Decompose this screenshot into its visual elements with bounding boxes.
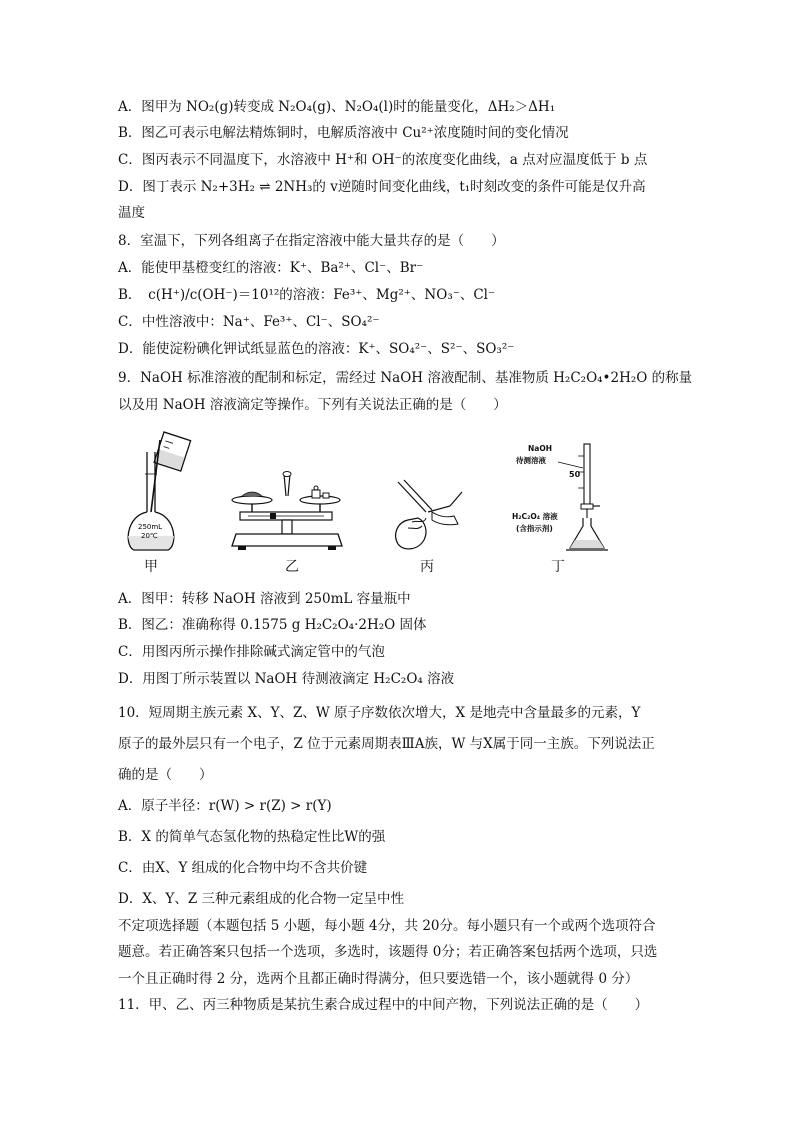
- figure-yi-balance: [228, 470, 348, 552]
- section-instructions-line3: 一个且正确时得 2 分，选两个且都正确时得满分，但只要选错一个，该小题就得 0 分）: [118, 971, 639, 987]
- q8-option-c: C．中性溶液中：Na⁺、Fe³⁺、Cl⁻、SO₄²⁻: [118, 314, 380, 330]
- flask-temperature-label: 20℃: [141, 532, 158, 540]
- q8-option-a: A．能使甲基橙变红的溶液：K⁺、Ba²⁺、Cl⁻、Br⁻: [118, 260, 424, 276]
- q10-option-a: A．原子半径：r(W) > r(Z) > r(Y): [118, 798, 332, 814]
- titration-apparatus-drawing: [498, 442, 618, 556]
- q7-option-d-continued: 温度: [118, 205, 145, 221]
- q7-option-c: C．图丙表示不同温度下，水溶液中 H⁺和 OH⁻的浓度变化曲线，a 点对应温度低于 b 点: [118, 152, 648, 168]
- q7-option-b: B．图乙可表示电解法精炼铜时，电解质溶液中 Cu²⁺浓度随时间的变化情况: [118, 125, 569, 141]
- q8-option-b: B． c(H⁺)/c(OH⁻)＝10¹²的溶液：Fe³⁺、Mg²⁺、NO₃⁻、Cl⁻: [118, 287, 496, 303]
- burette-label-naoh: NaOH: [528, 444, 552, 453]
- figure-bing-burette-tip: [388, 476, 468, 556]
- q8-stem: 8．室温下，下列各组离子在指定溶液中能大量共存的是（ ）: [118, 233, 505, 249]
- figure-caption-ding: 丁: [551, 559, 565, 575]
- q10-option-b: B．X 的简单气态氢化物的热稳定性比W的强: [118, 829, 386, 845]
- q7-option-d: D．图丁表示 N₂+3H₂ ⇌ 2NH₃的 v逆随时间变化曲线，t₁时刻改变的条件可能是仅升高: [118, 179, 646, 195]
- q7-option-a: A．图甲为 NO₂(g)转变成 N₂O₄(g)、N₂O₄(l)时的能量变化，ΔH₂＞ΔH₁: [118, 99, 556, 115]
- burette-scale-mark: 50: [569, 470, 581, 479]
- q9-option-c: C．用图丙所示操作排除碱式滴定管中的气泡: [118, 644, 385, 660]
- section-instructions-line2: 题意。若正确答案只包括一个选项，多选时，该题得 0分；若正确答案包括两个选项，只选: [118, 944, 658, 960]
- q10-stem-line3: 确的是（ ）: [118, 767, 213, 783]
- figure-caption-jia: 甲: [144, 559, 158, 575]
- figure-caption-yi: 乙: [285, 559, 299, 575]
- q10-stem-line1: 10．短周期主族元素 X、Y、Z、W 原子序数依次增大，X 是地壳中含量最多的元素，Y: [118, 705, 641, 721]
- burette-label-solution: 待测溶液: [516, 456, 546, 465]
- q8-option-d: D．能使淀粉碘化钾试纸显蓝色的溶液：K⁺、SO₄²⁻、S²⁻、SO₃²⁻: [118, 341, 515, 357]
- conical-label-oxalic: H₂C₂O₄ 溶液: [512, 512, 558, 521]
- section-instructions-line1: 不定项选择题（本题包括 5 小题，每小题 4分，共 20分。每小题只有一个或两个选项符合: [118, 918, 656, 934]
- q9-option-b: B．图乙：准确称得 0.1575 g H₂C₂O₄·2H₂O 固体: [118, 617, 427, 633]
- q9-option-a: A．图甲：转移 NaOH 溶液到 250mL 容量瓶中: [118, 591, 411, 607]
- figure-ding-titration: [498, 442, 618, 556]
- q11-stem: 11．甲、乙、丙三种物质是某抗生素合成过程中的中间产物，下列说法正确的是（ ）: [118, 997, 649, 1013]
- q9-stem-line1: 9．NaOH 标准溶液的配制和标定，需经过 NaOH 溶液配制、基准物质 H₂C₂O₄•2H₂O 的称量: [118, 370, 693, 386]
- conical-label-indicator: (含指示剂): [516, 524, 553, 533]
- q10-stem-line2: 原子的最外层只有一个电子，Z 位于元素周期表ⅢA族，W 与X属于同一主族。下列说法正: [118, 736, 655, 752]
- q10-option-d: D．X、Y、Z 三种元素组成的化合物一定呈中性: [118, 891, 405, 907]
- q9-option-d: D．用图丁所示装置以 NaOH 待测液滴定 H₂C₂O₄ 溶液: [118, 671, 455, 687]
- figure-caption-bing: 丙: [420, 559, 434, 575]
- q10-option-c: C．由X、Y 组成的化合物中均不含共价键: [118, 860, 368, 876]
- q9-stem-line2: 以及用 NaOH 溶液滴定等操作。下列有关说法正确的是（ ）: [118, 397, 507, 413]
- figure-jia-volumetric-flask: [120, 428, 210, 558]
- flask-volume-label: 250mL: [138, 523, 163, 531]
